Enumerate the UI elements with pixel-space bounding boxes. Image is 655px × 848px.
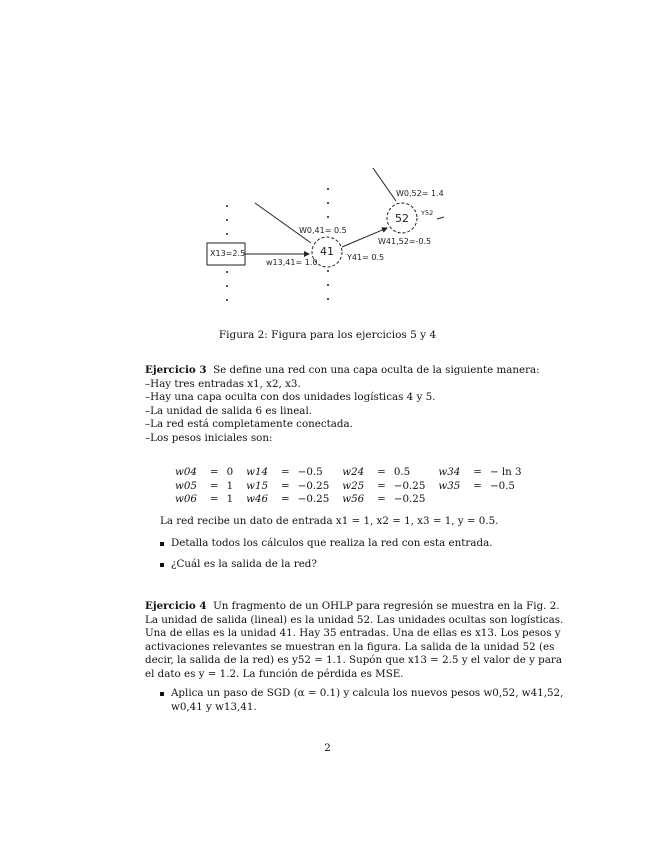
weight-name: w15 [246,479,269,492]
page-number: 2 [324,742,331,754]
node-52-label: 52 [395,212,409,225]
exercise-4-line: Una de ellas es la unidad 41. Hay 35 entradas. Una de ellas es x13. Los pesos y [145,627,561,639]
input-label: X13=2.5 [210,249,246,258]
exercise-3-item: –Hay una capa oculta con dos unidades logísticas 4 y 5. [145,391,436,403]
exercise-4-title: Ejercicio 4 [145,600,207,612]
bullet-dot-icon [160,692,164,696]
weight-name: w46 [246,493,269,505]
bullet-dot-icon [160,563,164,567]
weight-41-52-label: W41,52=-0.5 [378,237,432,246]
weight-name: w56 [342,493,365,505]
bullet-text-continued: w0,41 y w13,41. [171,701,257,713]
weight-name: w35 [438,479,461,492]
weight-name: w14 [246,466,269,478]
network-figure [0,0,655,330]
weight-name: w34 [438,466,461,478]
exercise-3-item: –Los pesos iniciales son: [145,431,273,444]
exercise-3-intro: Se define una red con una capa oculta de la siguiente manera: [213,364,540,376]
exercise-3-title: Ejercicio 3 [145,364,207,376]
weight-name: w06 [175,493,197,505]
edge-bias-to-52 [373,168,396,201]
exercise-4-line [145,600,560,614]
weight-value: −0.25 [297,479,330,492]
exercise-4-line: decir, la salida de la red) es y52 = 1.1. Supón que x13 = 2.5 y el valor de y para [145,654,562,666]
bullet-dot-icon [160,542,164,546]
weight-value: − ln 3 [489,466,522,478]
exercise-3 [145,364,540,445]
edge-bias-to-41 [255,203,311,243]
exercise-4-line: La unidad de salida (lineal) es la unidad 52. Las unidades ocultas son logísticas. [145,613,564,626]
exercise-4-line: activaciones relevantes se muestran en la figura. La salida de la unidad 52 (es [145,640,555,653]
weight-value: −0.25 [297,493,330,505]
weights-row: w06 = 1 w46 = −0.25 w56 = −0.25 [175,493,527,507]
weight-value: −0.5 [297,466,323,478]
weight-name: w25 [342,479,365,492]
weight-bias-52-label: W0,52= 1.4 [396,189,444,198]
weight-name: w05 [175,479,197,492]
weights-row: w04 = 0 w14 = −0.5 w24 = 0.5 w34 = − ln 3 [175,466,527,480]
bullet-text: ¿Cuál es la salida de la red? [171,558,317,570]
exercise-3-item: –La red está completamente conectada. [145,418,353,430]
exercise-3-heading-line [145,364,540,378]
bullet-text: Detalla todos los cálculos que realiza la red con esta entrada. [171,537,493,549]
weights-row: w05 = 1 w15 = −0.25 w25 = −0.25 w35 = −0.5 [175,480,527,494]
exercise-3-item: –La unidad de salida 6 es lineal. [145,404,313,417]
weight-input-41-label: w13,41= 1.0 [266,258,318,267]
weight-value: 1 [226,493,234,505]
activation-41-label: Y41= 0.5 [347,253,385,262]
weight-value: 0.5 [393,466,411,478]
network-diagram [0,0,655,330]
initial-weights-table [175,466,527,507]
exercise-4-line: el dato es y = 1.2. La función de pérdida es MSE. [145,667,404,680]
exercise-4 [145,600,564,681]
node-41-label: 41 [320,245,334,258]
weight-value: 1 [226,479,234,492]
weight-name: w04 [175,466,197,478]
exercise-4-text: Un fragmento de un OHLP para regresión se muestra en la Fig. 2. [213,600,560,612]
bullet-text: Aplica un paso de SGD (α = 0.1) y calcula los nuevos pesos w0,52, w41,52, [171,687,564,699]
weight-value: −0.25 [393,493,426,505]
figure-caption: Figura 2: Figura para los ejercicios 5 y 4 [218,329,437,341]
exercise-3-data-line: La red recibe un dato de entrada x1 = 1, x2 = 1, x3 = 1, y = 0.5. [160,515,499,527]
weight-value: 0 [226,466,234,478]
weight-value: −0.25 [393,479,426,492]
exercise-3-item: –Hay tres entradas x1, x2, x3. [145,377,301,390]
weight-value: −0.5 [489,479,515,492]
output-52-label: Y52 [421,209,434,217]
weight-name: w24 [342,466,365,478]
output-arrow [437,217,444,219]
weight-bias-41-label: W0,41= 0.5 [299,226,347,235]
